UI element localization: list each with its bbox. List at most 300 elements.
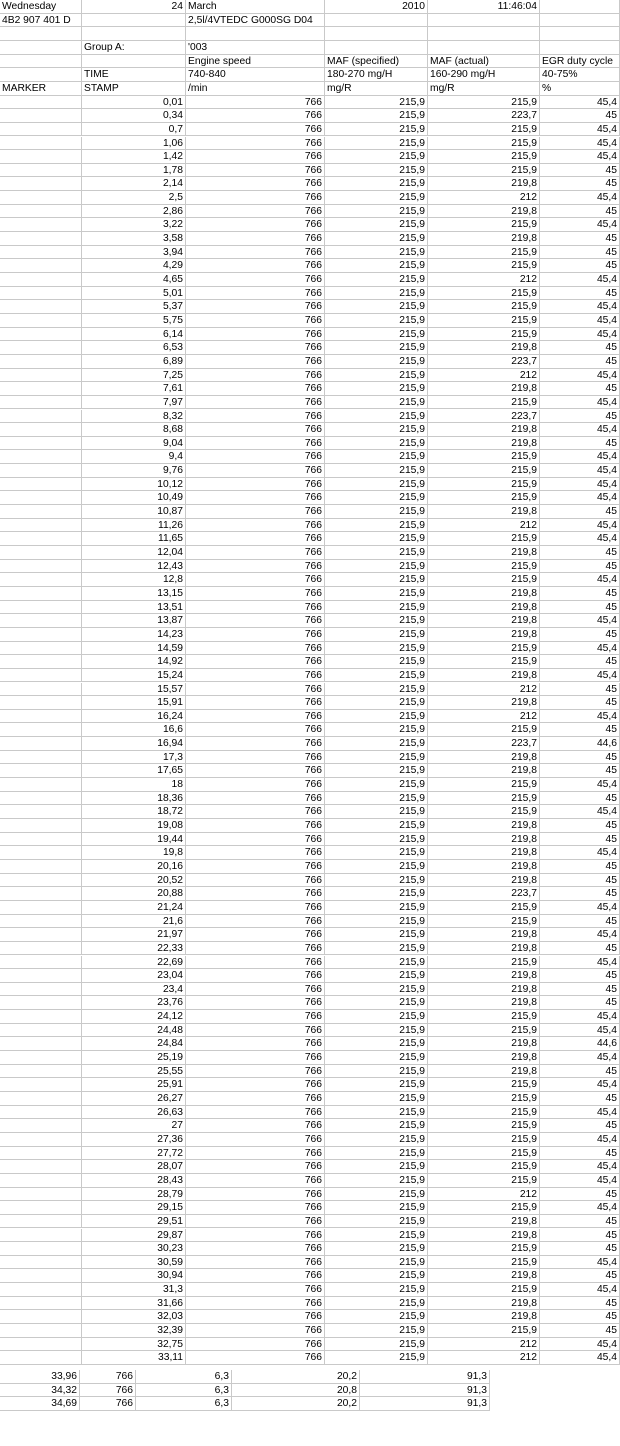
data-cell[interactable]: 45,4	[540, 423, 620, 437]
data-cell[interactable]: 766	[186, 710, 325, 724]
data-cell[interactable]: 45	[540, 833, 620, 847]
marker-cell[interactable]	[0, 996, 82, 1010]
data-cell[interactable]: 215,9	[428, 792, 540, 806]
cell[interactable]	[0, 68, 82, 82]
data-cell[interactable]: 16,24	[82, 710, 186, 724]
marker-cell[interactable]	[0, 191, 82, 205]
data-cell[interactable]: 2,5	[82, 191, 186, 205]
data-cell[interactable]: 766	[186, 150, 325, 164]
data-cell[interactable]: 45	[540, 259, 620, 273]
data-cell[interactable]: 219,8	[428, 1310, 540, 1324]
marker-cell[interactable]	[0, 642, 82, 656]
cell[interactable]: Engine speed	[186, 55, 325, 69]
data-cell[interactable]: 215,9	[428, 1078, 540, 1092]
marker-cell[interactable]	[0, 177, 82, 191]
data-cell[interactable]: 215,9	[428, 1256, 540, 1270]
data-cell[interactable]: 766	[186, 1078, 325, 1092]
data-cell[interactable]: 215,9	[428, 723, 540, 737]
data-cell[interactable]: 212	[428, 1188, 540, 1202]
data-cell[interactable]: 766	[186, 969, 325, 983]
data-cell[interactable]: 766	[186, 355, 325, 369]
data-cell[interactable]: 215,9	[325, 860, 428, 874]
data-cell[interactable]: 766	[186, 437, 325, 451]
data-cell[interactable]: 215,9	[428, 314, 540, 328]
marker-cell[interactable]	[0, 560, 82, 574]
data-cell[interactable]: 19,44	[82, 833, 186, 847]
cell[interactable]: mg/R	[428, 82, 540, 96]
data-cell[interactable]: 25,91	[82, 1078, 186, 1092]
data-cell[interactable]: 766	[186, 177, 325, 191]
cell[interactable]: 4B2 907 401 D	[0, 14, 82, 28]
data-cell[interactable]: 10,12	[82, 478, 186, 492]
cell[interactable]: EGR duty cycle	[540, 55, 620, 69]
data-cell[interactable]: 91,3	[360, 1397, 490, 1411]
data-cell[interactable]: 11,26	[82, 519, 186, 533]
data-cell[interactable]: 766	[186, 778, 325, 792]
data-cell[interactable]: 45	[540, 1119, 620, 1133]
data-cell[interactable]: 29,51	[82, 1215, 186, 1229]
data-cell[interactable]: 215,9	[325, 478, 428, 492]
data-cell[interactable]: 212	[428, 1338, 540, 1352]
data-cell[interactable]: 219,8	[428, 587, 540, 601]
marker-cell[interactable]	[0, 764, 82, 778]
data-cell[interactable]: 219,8	[428, 833, 540, 847]
data-cell[interactable]: 223,7	[428, 355, 540, 369]
data-cell[interactable]: 45	[540, 1215, 620, 1229]
cell[interactable]: Group A:	[82, 41, 186, 55]
cell[interactable]	[325, 41, 428, 55]
data-cell[interactable]: 766	[186, 1092, 325, 1106]
data-cell[interactable]: 45	[540, 109, 620, 123]
marker-cell[interactable]	[0, 1106, 82, 1120]
data-cell[interactable]: 45	[540, 751, 620, 765]
data-cell[interactable]: 45	[540, 696, 620, 710]
data-cell[interactable]: 766	[186, 901, 325, 915]
data-cell[interactable]: 223,7	[428, 109, 540, 123]
data-cell[interactable]: 212	[428, 191, 540, 205]
data-cell[interactable]: 215,9	[325, 259, 428, 273]
data-cell[interactable]: 219,8	[428, 437, 540, 451]
data-cell[interactable]: 215,9	[325, 1092, 428, 1106]
data-cell[interactable]: 45	[540, 887, 620, 901]
data-cell[interactable]: 766	[186, 655, 325, 669]
marker-cell[interactable]	[0, 833, 82, 847]
data-cell[interactable]: 219,8	[428, 969, 540, 983]
data-cell[interactable]: 1,78	[82, 164, 186, 178]
data-cell[interactable]: 215,9	[325, 1051, 428, 1065]
data-cell[interactable]: 20,8	[232, 1384, 360, 1398]
marker-cell[interactable]	[0, 246, 82, 260]
data-cell[interactable]: 766	[80, 1370, 136, 1384]
data-cell[interactable]: 215,9	[325, 1297, 428, 1311]
data-cell[interactable]: 215,9	[325, 450, 428, 464]
data-cell[interactable]: 215,9	[325, 1065, 428, 1079]
data-cell[interactable]: 45,4	[540, 1010, 620, 1024]
data-cell[interactable]: 15,24	[82, 669, 186, 683]
data-cell[interactable]: 766	[186, 287, 325, 301]
data-cell[interactable]: 215,9	[325, 969, 428, 983]
data-cell[interactable]: 45,4	[540, 614, 620, 628]
data-cell[interactable]: 766	[186, 464, 325, 478]
data-cell[interactable]: 45,4	[540, 1351, 620, 1365]
data-cell[interactable]: 215,9	[325, 369, 428, 383]
data-cell[interactable]: 215,9	[325, 901, 428, 915]
marker-cell[interactable]	[0, 928, 82, 942]
data-cell[interactable]: 223,7	[428, 737, 540, 751]
data-cell[interactable]: 215,9	[428, 246, 540, 260]
data-cell[interactable]: 6,53	[82, 341, 186, 355]
marker-cell[interactable]	[0, 819, 82, 833]
data-cell[interactable]: 766	[186, 1351, 325, 1365]
data-cell[interactable]: 45	[540, 341, 620, 355]
data-cell[interactable]: 219,8	[428, 177, 540, 191]
marker-cell[interactable]	[0, 150, 82, 164]
marker-cell[interactable]	[0, 1133, 82, 1147]
data-cell[interactable]: 215,9	[428, 560, 540, 574]
data-cell[interactable]: 45,4	[540, 300, 620, 314]
data-cell[interactable]: 215,9	[325, 1160, 428, 1174]
data-cell[interactable]: 215,9	[325, 287, 428, 301]
data-cell[interactable]: 215,9	[325, 546, 428, 560]
data-cell[interactable]: 766	[186, 642, 325, 656]
data-cell[interactable]: 215,9	[325, 519, 428, 533]
data-cell[interactable]: 45	[540, 287, 620, 301]
data-cell[interactable]: 212	[428, 710, 540, 724]
data-cell[interactable]: 45,4	[540, 642, 620, 656]
data-cell[interactable]: 19,08	[82, 819, 186, 833]
cell[interactable]: TIME	[82, 68, 186, 82]
data-cell[interactable]: 766	[186, 450, 325, 464]
data-cell[interactable]: 30,59	[82, 1256, 186, 1270]
data-cell[interactable]: 45,4	[540, 450, 620, 464]
data-cell[interactable]: 45	[540, 1092, 620, 1106]
data-cell[interactable]: 215,9	[325, 1324, 428, 1338]
data-cell[interactable]: 215,9	[325, 601, 428, 615]
data-cell[interactable]: 215,9	[325, 1147, 428, 1161]
data-cell[interactable]: 45	[540, 942, 620, 956]
data-cell[interactable]: 27,72	[82, 1147, 186, 1161]
data-cell[interactable]: 215,9	[428, 218, 540, 232]
data-cell[interactable]: 91,3	[360, 1370, 490, 1384]
data-cell[interactable]: 215,9	[325, 437, 428, 451]
data-cell[interactable]: 28,07	[82, 1160, 186, 1174]
marker-cell[interactable]	[0, 259, 82, 273]
data-cell[interactable]: 219,8	[428, 874, 540, 888]
data-cell[interactable]: 212	[428, 683, 540, 697]
marker-cell[interactable]	[0, 369, 82, 383]
data-cell[interactable]: 45,4	[540, 1283, 620, 1297]
data-cell[interactable]: 215,9	[325, 532, 428, 546]
cell[interactable]	[325, 14, 428, 28]
data-cell[interactable]: 215,9	[428, 1092, 540, 1106]
data-cell[interactable]: 215,9	[325, 1215, 428, 1229]
data-cell[interactable]: 45	[540, 246, 620, 260]
data-cell[interactable]: 215,9	[428, 150, 540, 164]
data-cell[interactable]: 215,9	[325, 1010, 428, 1024]
data-cell[interactable]: 215,9	[428, 450, 540, 464]
data-cell[interactable]: 215,9	[428, 137, 540, 151]
data-cell[interactable]: 0,34	[82, 109, 186, 123]
data-cell[interactable]: 24,84	[82, 1037, 186, 1051]
data-cell[interactable]: 45	[540, 1147, 620, 1161]
data-cell[interactable]: 215,9	[325, 1024, 428, 1038]
data-cell[interactable]: 766	[186, 164, 325, 178]
data-cell[interactable]: 26,27	[82, 1092, 186, 1106]
data-cell[interactable]: 215,9	[428, 1133, 540, 1147]
marker-cell[interactable]	[0, 874, 82, 888]
data-cell[interactable]: 5,75	[82, 314, 186, 328]
data-cell[interactable]: 766	[186, 1229, 325, 1243]
data-cell[interactable]: 766	[186, 737, 325, 751]
data-cell[interactable]: 45,4	[540, 491, 620, 505]
data-cell[interactable]: 215,9	[325, 928, 428, 942]
data-cell[interactable]: 766	[186, 137, 325, 151]
data-cell[interactable]: 766	[186, 683, 325, 697]
data-cell[interactable]: 212	[428, 1351, 540, 1365]
data-cell[interactable]: 215,9	[325, 942, 428, 956]
data-cell[interactable]: 215,9	[428, 491, 540, 505]
data-cell[interactable]: 45	[540, 205, 620, 219]
marker-cell[interactable]	[0, 1160, 82, 1174]
marker-cell[interactable]	[0, 410, 82, 424]
data-cell[interactable]: 215,9	[428, 532, 540, 546]
data-cell[interactable]: 215,9	[428, 1174, 540, 1188]
data-cell[interactable]: 45	[540, 860, 620, 874]
data-cell[interactable]: 45	[540, 819, 620, 833]
data-cell[interactable]: 766	[186, 1065, 325, 1079]
cell[interactable]: %	[540, 82, 620, 96]
data-cell[interactable]: 45	[540, 1188, 620, 1202]
data-cell[interactable]: 45,4	[540, 314, 620, 328]
data-cell[interactable]: 215,9	[428, 287, 540, 301]
data-cell[interactable]: 12,43	[82, 560, 186, 574]
data-cell[interactable]: 45	[540, 437, 620, 451]
data-cell[interactable]: 215,9	[428, 96, 540, 110]
data-cell[interactable]: 29,15	[82, 1201, 186, 1215]
data-cell[interactable]: 215,9	[428, 123, 540, 137]
data-cell[interactable]: 33,96	[0, 1370, 80, 1384]
data-cell[interactable]: 215,9	[428, 396, 540, 410]
data-cell[interactable]: 45	[540, 969, 620, 983]
data-cell[interactable]: 45,4	[540, 137, 620, 151]
data-cell[interactable]: 45	[540, 587, 620, 601]
marker-cell[interactable]	[0, 1065, 82, 1079]
cell[interactable]: 2,5l/4VTEDC G000SG D04	[186, 14, 325, 28]
marker-cell[interactable]	[0, 300, 82, 314]
data-cell[interactable]: 766	[186, 696, 325, 710]
data-cell[interactable]: 17,3	[82, 751, 186, 765]
data-cell[interactable]: 766	[186, 1010, 325, 1024]
data-cell[interactable]: 215,9	[325, 300, 428, 314]
data-cell[interactable]: 766	[186, 1174, 325, 1188]
marker-cell[interactable]	[0, 505, 82, 519]
data-cell[interactable]: 45	[540, 996, 620, 1010]
data-cell[interactable]: 3,58	[82, 232, 186, 246]
data-cell[interactable]: 215,9	[325, 805, 428, 819]
data-cell[interactable]: 45,4	[540, 956, 620, 970]
data-cell[interactable]: 45	[540, 874, 620, 888]
data-cell[interactable]: 31,3	[82, 1283, 186, 1297]
data-cell[interactable]: 215,9	[325, 410, 428, 424]
data-cell[interactable]: 766	[186, 792, 325, 806]
data-cell[interactable]: 45,4	[540, 1338, 620, 1352]
data-cell[interactable]: 44,6	[540, 1037, 620, 1051]
data-cell[interactable]: 45,4	[540, 1174, 620, 1188]
marker-cell[interactable]	[0, 1215, 82, 1229]
marker-cell[interactable]	[0, 956, 82, 970]
marker-cell[interactable]	[0, 887, 82, 901]
data-cell[interactable]: 13,51	[82, 601, 186, 615]
data-cell[interactable]: 215,9	[428, 259, 540, 273]
data-cell[interactable]: 45,4	[540, 369, 620, 383]
marker-cell[interactable]	[0, 1092, 82, 1106]
data-cell[interactable]: 766	[186, 1324, 325, 1338]
data-cell[interactable]: 29,87	[82, 1229, 186, 1243]
data-cell[interactable]: 215,9	[428, 573, 540, 587]
data-cell[interactable]: 23,04	[82, 969, 186, 983]
data-cell[interactable]: 45,4	[540, 573, 620, 587]
data-cell[interactable]: 34,69	[0, 1397, 80, 1411]
data-cell[interactable]: 215,9	[325, 273, 428, 287]
data-cell[interactable]: 219,8	[428, 1215, 540, 1229]
data-cell[interactable]: 215,9	[428, 901, 540, 915]
data-cell[interactable]: 219,8	[428, 669, 540, 683]
data-cell[interactable]: 219,8	[428, 232, 540, 246]
data-cell[interactable]: 30,23	[82, 1242, 186, 1256]
data-cell[interactable]: 3,22	[82, 218, 186, 232]
marker-cell[interactable]	[0, 355, 82, 369]
marker-cell[interactable]	[0, 491, 82, 505]
marker-cell[interactable]	[0, 450, 82, 464]
data-cell[interactable]: 215,9	[428, 1024, 540, 1038]
data-cell[interactable]: 215,9	[428, 1324, 540, 1338]
data-cell[interactable]: 45,4	[540, 1051, 620, 1065]
data-cell[interactable]: 766	[186, 846, 325, 860]
data-cell[interactable]: 45,4	[540, 1256, 620, 1270]
data-cell[interactable]: 215,9	[325, 1037, 428, 1051]
data-cell[interactable]: 215,9	[325, 642, 428, 656]
data-cell[interactable]: 766	[186, 764, 325, 778]
data-cell[interactable]: 26,63	[82, 1106, 186, 1120]
data-cell[interactable]: 215,9	[325, 956, 428, 970]
marker-cell[interactable]	[0, 587, 82, 601]
data-cell[interactable]: 215,9	[428, 1242, 540, 1256]
data-cell[interactable]: 766	[186, 1119, 325, 1133]
data-cell[interactable]: 21,24	[82, 901, 186, 915]
data-cell[interactable]: 215,9	[325, 628, 428, 642]
data-cell[interactable]: 45	[540, 1229, 620, 1243]
data-cell[interactable]: 13,87	[82, 614, 186, 628]
data-cell[interactable]: 44,6	[540, 737, 620, 751]
marker-cell[interactable]	[0, 478, 82, 492]
data-cell[interactable]: 6,3	[136, 1370, 232, 1384]
data-cell[interactable]: 45	[540, 1065, 620, 1079]
data-cell[interactable]: 219,8	[428, 983, 540, 997]
data-cell[interactable]: 215,9	[325, 109, 428, 123]
data-cell[interactable]: 6,89	[82, 355, 186, 369]
data-cell[interactable]: 215,9	[325, 355, 428, 369]
cell[interactable]: /min	[186, 82, 325, 96]
data-cell[interactable]: 766	[186, 833, 325, 847]
data-cell[interactable]: 215,9	[325, 1256, 428, 1270]
data-cell[interactable]: 766	[186, 1106, 325, 1120]
data-cell[interactable]: 766	[80, 1397, 136, 1411]
data-cell[interactable]: 10,87	[82, 505, 186, 519]
data-cell[interactable]: 219,8	[428, 505, 540, 519]
data-cell[interactable]: 6,3	[136, 1397, 232, 1411]
data-cell[interactable]: 215,9	[428, 778, 540, 792]
data-cell[interactable]: 215,9	[325, 683, 428, 697]
data-cell[interactable]: 17,65	[82, 764, 186, 778]
data-cell[interactable]: 219,8	[428, 996, 540, 1010]
data-cell[interactable]: 215,9	[325, 614, 428, 628]
cell[interactable]: MAF (actual)	[428, 55, 540, 69]
marker-cell[interactable]	[0, 901, 82, 915]
cell[interactable]	[428, 27, 540, 41]
data-cell[interactable]: 215,9	[428, 464, 540, 478]
data-cell[interactable]: 45	[540, 232, 620, 246]
cell[interactable]	[82, 27, 186, 41]
data-cell[interactable]: 20,88	[82, 887, 186, 901]
marker-cell[interactable]	[0, 778, 82, 792]
data-cell[interactable]: 11,65	[82, 532, 186, 546]
data-cell[interactable]: 32,75	[82, 1338, 186, 1352]
marker-cell[interactable]	[0, 1269, 82, 1283]
data-cell[interactable]: 215,9	[428, 805, 540, 819]
data-cell[interactable]: 215,9	[325, 396, 428, 410]
cell[interactable]: Wednesday	[0, 0, 82, 14]
cell[interactable]	[82, 55, 186, 69]
cell[interactable]	[428, 14, 540, 28]
data-cell[interactable]: 12,8	[82, 573, 186, 587]
data-cell[interactable]: 215,9	[325, 1174, 428, 1188]
data-cell[interactable]: 215,9	[325, 505, 428, 519]
data-cell[interactable]: 9,04	[82, 437, 186, 451]
cell[interactable]	[186, 27, 325, 41]
data-cell[interactable]: 7,97	[82, 396, 186, 410]
data-cell[interactable]: 766	[186, 1297, 325, 1311]
data-cell[interactable]: 212	[428, 273, 540, 287]
data-cell[interactable]: 45	[540, 1324, 620, 1338]
cell[interactable]	[82, 14, 186, 28]
data-cell[interactable]: 24,48	[82, 1024, 186, 1038]
data-cell[interactable]: 20,2	[232, 1370, 360, 1384]
data-cell[interactable]: 766	[186, 546, 325, 560]
data-cell[interactable]: 215,9	[325, 1310, 428, 1324]
data-cell[interactable]: 45,4	[540, 464, 620, 478]
data-cell[interactable]: 766	[186, 314, 325, 328]
data-cell[interactable]: 215,9	[325, 1351, 428, 1365]
data-cell[interactable]: 766	[186, 505, 325, 519]
data-cell[interactable]: 766	[186, 1188, 325, 1202]
data-cell[interactable]: 22,33	[82, 942, 186, 956]
data-cell[interactable]: 219,8	[428, 382, 540, 396]
data-cell[interactable]: 24,12	[82, 1010, 186, 1024]
marker-cell[interactable]	[0, 519, 82, 533]
data-cell[interactable]: 219,8	[428, 546, 540, 560]
data-cell[interactable]: 15,91	[82, 696, 186, 710]
data-cell[interactable]: 45	[540, 546, 620, 560]
data-cell[interactable]: 766	[186, 874, 325, 888]
data-cell[interactable]: 219,8	[428, 1037, 540, 1051]
cell[interactable]: mg/R	[325, 82, 428, 96]
cell[interactable]: 740-840	[186, 68, 325, 82]
cell[interactable]	[0, 41, 82, 55]
data-cell[interactable]: 766	[186, 519, 325, 533]
data-cell[interactable]: 215,9	[325, 464, 428, 478]
data-cell[interactable]: 1,42	[82, 150, 186, 164]
marker-cell[interactable]	[0, 164, 82, 178]
